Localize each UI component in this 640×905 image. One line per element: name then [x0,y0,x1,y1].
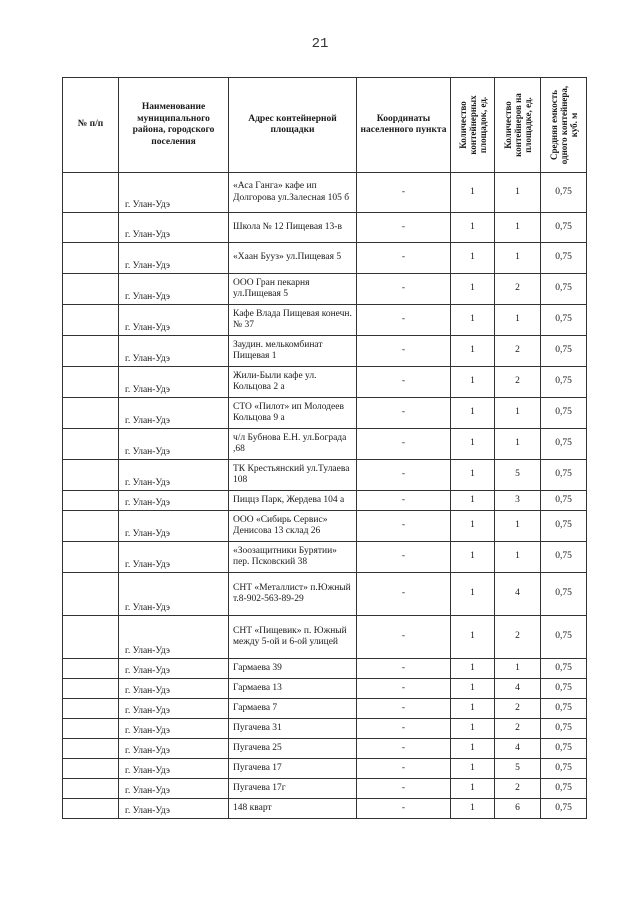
cell-sites: 1 [451,173,495,213]
cell-district: г. Улан-Удэ [119,243,229,274]
cell-district: г. Улан-Удэ [119,511,229,542]
cell-sites: 1 [451,542,495,573]
cell-capacity: 0,75 [541,699,587,719]
table-row [63,243,587,274]
cell-address: Пиццз Парк, Жердева 104 а [229,491,357,511]
cell-sites: 1 [451,679,495,699]
cell-sites: 1 [451,759,495,779]
cell-address: Заудин. мелькомбинат Пищевая 1 [229,336,357,367]
cell-sites: 1 [451,429,495,460]
cell-containers: 1 [495,429,541,460]
cell-coords: - [357,460,451,491]
cell-containers: 2 [495,274,541,305]
table-row [63,336,587,367]
cell-address: «Зоозащитники Бурятии» пер. Псковский 38 [229,542,357,573]
cell-containers: 6 [495,799,541,819]
cell-district: г. Улан-Удэ [119,213,229,243]
table-row [63,367,587,398]
cell-num [63,799,119,819]
table-row [63,429,587,460]
table-row [63,213,587,243]
cell-containers: 2 [495,699,541,719]
cell-containers: 3 [495,491,541,511]
table-row [63,799,587,819]
cell-sites: 1 [451,336,495,367]
cell-num [63,616,119,659]
cell-address: ООО «Сибирь Сервис» Денисова 13 склад 26 [229,511,357,542]
cell-capacity: 0,75 [541,759,587,779]
cell-sites: 1 [451,659,495,679]
cell-sites: 1 [451,460,495,491]
cell-address: Пугачева 25 [229,739,357,759]
cell-containers: 1 [495,542,541,573]
cell-num [63,429,119,460]
cell-num [63,779,119,799]
table-row [63,719,587,739]
table-row [63,398,587,429]
cell-coords: - [357,719,451,739]
cell-coords: - [357,739,451,759]
table-row [63,274,587,305]
table-row [63,573,587,616]
cell-num [63,243,119,274]
cell-address: Гармаева 39 [229,659,357,679]
cell-coords: - [357,679,451,699]
cell-num [63,336,119,367]
cell-num [63,659,119,679]
cell-district: г. Улан-Удэ [119,305,229,336]
table-row [63,779,587,799]
cell-sites: 1 [451,274,495,305]
cell-district: г. Улан-Удэ [119,573,229,616]
header-containers [495,78,541,173]
cell-coords: - [357,274,451,305]
cell-district: г. Улан-Удэ [119,274,229,305]
header-coords: Координаты населенного пункта [357,78,451,173]
cell-capacity: 0,75 [541,659,587,679]
cell-num [63,305,119,336]
header-address: Адрес контейнерной площадки [229,78,357,173]
cell-coords: - [357,779,451,799]
cell-containers: 2 [495,719,541,739]
table-row [63,305,587,336]
cell-sites: 1 [451,573,495,616]
cell-district: г. Улан-Удэ [119,739,229,759]
cell-num [63,679,119,699]
cell-containers: 1 [495,213,541,243]
cell-address: «Аса Ганга» кафе ип Долгорова ул.Залесная 105 б [229,173,357,213]
cell-address: Пугачева 17 [229,759,357,779]
cell-district: г. Улан-Удэ [119,799,229,819]
cell-capacity: 0,75 [541,542,587,573]
cell-sites: 1 [451,213,495,243]
cell-address: Пугачева 31 [229,719,357,739]
cell-coords: - [357,398,451,429]
cell-num [63,491,119,511]
cell-coords: - [357,336,451,367]
header-containers-text: Количество контейнеров на площадке, ед. [502,93,533,157]
cell-sites: 1 [451,616,495,659]
cell-address: Кафе Влада Пищевая конечн. № 37 [229,305,357,336]
cell-coords: - [357,699,451,719]
cell-address: Пугачева 17г [229,779,357,799]
cell-containers: 4 [495,573,541,616]
cell-coords: - [357,305,451,336]
cell-coords: - [357,542,451,573]
cell-capacity: 0,75 [541,779,587,799]
cell-sites: 1 [451,699,495,719]
cell-coords: - [357,659,451,679]
cell-district: г. Улан-Удэ [119,367,229,398]
cell-num [63,511,119,542]
cell-containers: 1 [495,305,541,336]
table-header-row [63,78,587,173]
cell-district: г. Улан-Удэ [119,679,229,699]
header-num: № п/п [63,78,119,173]
cell-capacity: 0,75 [541,173,587,213]
table-row [63,511,587,542]
cell-num [63,699,119,719]
cell-address: ООО Гран пекарня ул.Пищевая 5 [229,274,357,305]
cell-district: г. Улан-Удэ [119,429,229,460]
cell-sites: 1 [451,779,495,799]
cell-num [63,367,119,398]
page-number: 21 [311,36,329,52]
cell-containers: 1 [495,398,541,429]
cell-containers: 5 [495,460,541,491]
table-row [63,679,587,699]
table-row [63,542,587,573]
cell-num [63,460,119,491]
cell-capacity: 0,75 [541,429,587,460]
cell-coords: - [357,173,451,213]
cell-capacity: 0,75 [541,460,587,491]
cell-containers: 1 [495,243,541,274]
cell-num [63,173,119,213]
cell-address: СНТ «Металлист» п.Южный т.8-902-563-89-29 [229,573,357,616]
cell-address: СТО «Пилот» ип Молодеев Кольцова 9 а [229,398,357,429]
cell-num [63,719,119,739]
cell-num [63,274,119,305]
cell-num [63,213,119,243]
cell-containers: 1 [495,173,541,213]
cell-capacity: 0,75 [541,305,587,336]
cell-capacity: 0,75 [541,243,587,274]
cell-sites: 1 [451,491,495,511]
cell-coords: - [357,491,451,511]
cell-coords: - [357,243,451,274]
cell-coords: - [357,616,451,659]
cell-capacity: 0,75 [541,573,587,616]
cell-capacity: 0,75 [541,799,587,819]
cell-address: ТК Крестьянский ул.Тулаева 108 [229,460,357,491]
table-row [63,759,587,779]
cell-containers: 4 [495,739,541,759]
cell-capacity: 0,75 [541,213,587,243]
header-sites-text: Количество контейнерных площадок, ед. [457,95,488,155]
table-row [63,739,587,759]
cell-district: г. Улан-Удэ [119,398,229,429]
cell-sites: 1 [451,739,495,759]
cell-capacity: 0,75 [541,336,587,367]
cell-coords: - [357,511,451,542]
cell-num [63,398,119,429]
cell-district: г. Улан-Удэ [119,173,229,213]
cell-district: г. Улан-Удэ [119,719,229,739]
cell-sites: 1 [451,398,495,429]
cell-address: Жили-Были кафе ул. Кольцова 2 а [229,367,357,398]
container-sites-table [62,77,587,819]
cell-num [63,542,119,573]
cell-coords: - [357,573,451,616]
cell-address: Гармаева 13 [229,679,357,699]
cell-address: 148 кварт [229,799,357,819]
cell-address: ч/л Бубнова Е.Н. ул.Бограда ,68 [229,429,357,460]
cell-sites: 1 [451,511,495,542]
cell-district: г. Улан-Удэ [119,779,229,799]
cell-address: «Хаан Бууз» ул.Пищевая 5 [229,243,357,274]
cell-capacity: 0,75 [541,511,587,542]
cell-containers: 2 [495,616,541,659]
cell-num [63,739,119,759]
cell-district: г. Улан-Удэ [119,491,229,511]
cell-containers: 4 [495,679,541,699]
cell-coords: - [357,367,451,398]
cell-district: г. Улан-Удэ [119,699,229,719]
cell-address: Школа № 12 Пищевая 13-в [229,213,357,243]
cell-coords: - [357,429,451,460]
cell-capacity: 0,75 [541,719,587,739]
cell-containers: 1 [495,511,541,542]
cell-capacity: 0,75 [541,398,587,429]
cell-containers: 2 [495,367,541,398]
cell-district: г. Улан-Удэ [119,616,229,659]
cell-num [63,573,119,616]
cell-district: г. Улан-Удэ [119,460,229,491]
cell-containers: 5 [495,759,541,779]
cell-district: г. Улан-Удэ [119,659,229,679]
cell-district: г. Улан-Удэ [119,336,229,367]
cell-coords: - [357,799,451,819]
header-capacity-text: Средняя емкость одного контейнера, куб. м [548,85,579,165]
cell-capacity: 0,75 [541,491,587,511]
cell-capacity: 0,75 [541,739,587,759]
cell-district: г. Улан-Удэ [119,542,229,573]
cell-capacity: 0,75 [541,367,587,398]
cell-capacity: 0,75 [541,679,587,699]
cell-sites: 1 [451,243,495,274]
header-sites [451,78,495,173]
table-row [63,699,587,719]
header-district: Наименование муниципального района, городского поселения [119,78,229,173]
cell-sites: 1 [451,799,495,819]
cell-sites: 1 [451,719,495,739]
cell-containers: 2 [495,779,541,799]
cell-coords: - [357,759,451,779]
cell-sites: 1 [451,305,495,336]
header-capacity [541,78,587,173]
cell-district: г. Улан-Удэ [119,759,229,779]
table-row [63,659,587,679]
cell-capacity: 0,75 [541,616,587,659]
table-row [63,460,587,491]
table-row [63,173,587,213]
cell-num [63,759,119,779]
cell-address: Гармаева 7 [229,699,357,719]
cell-capacity: 0,75 [541,274,587,305]
table-row [63,616,587,659]
cell-sites: 1 [451,367,495,398]
table-row [63,491,587,511]
cell-containers: 2 [495,336,541,367]
cell-containers: 1 [495,659,541,679]
cell-coords: - [357,213,451,243]
cell-address: СНТ «Пищевик» п. Южный между 5-ой и 6-ой улицей [229,616,357,659]
